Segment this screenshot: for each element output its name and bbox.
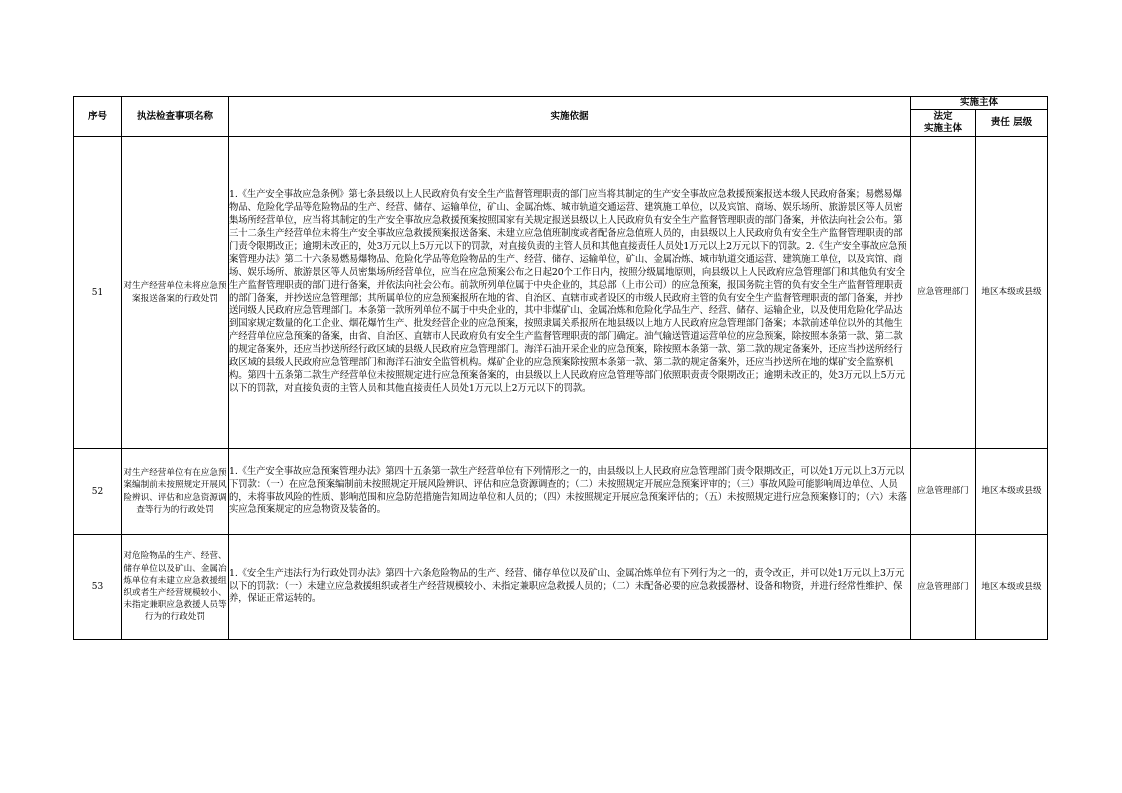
- row-item-name: 对生产经营单位有在应急预案编制前未按照规定开展风险辨识、评估和应急资源调查等行为的行政处罚: [122, 449, 229, 535]
- enforcement-table: [73, 96, 1048, 640]
- row-item-name: 对危险物品的生产、经营、储存单位以及矿山、金属冶炼单位有未建立应急救援组织或者生产经营规模较小、未指定兼职应急救援人员等行为的行政处罚: [122, 535, 229, 640]
- row-item-name: 对生产经营单位未将应急预案报送备案的行政处罚: [122, 137, 229, 449]
- header-subject: 实施主体: [911, 97, 1048, 110]
- table-row: [74, 535, 1048, 640]
- row-basis: 1.《生产安全事故应急条例》第七条县级以上人民政府负有安全生产监督管理职责的部门应当将其制定的生产安全事故应急救援预案报送本级人民政府备案；易燃易爆物品、危险化学品等危险物品的生产、经营、储存、运输单位，矿山、金属冶炼、城市轨道交通运营、建筑施工单位，以及宾馆、商场、娱乐场所、旅游景区等人员密集场所经营单位，应当将其制定的生产安全事故应急救援预案按照国家有关规定报送县级以上人民政府负有安全生产监督管理职责的部门备案，并依法向社会公布。第三十二条生产经营单位未将生产安全事故应急救援预案报送备案、未建立应急值班制度或者配备应急值班人员的，由县级以上人民政府负有安全生产监督管理职责的部门责令限期改正；逾期未改正的，处3万元以上5万元以下的罚款，对直接负责的主管人员和其他直接责任人员处1万元以上2万元以下的罚款。2.《生产安全事故应急预案管理办法》第二十六条易燃易爆物品、危险化学品等危险物品的生产、经营、储存、运输单位，矿山、金属冶炼、城市轨道交通运营、建筑施工单位，以及宾馆、商场、娱乐场所、旅游景区等人员密集场所经营单位，应当在应急预案公布之日起20个工作日内，按照分级属地原则，向县级以上人民政府应急管理部门和其他负有安全生产监督管理职责的部门进行备案，并依法向社会公布。前款所列单位属于中央企业的，其总部（上市公司）的应急预案，报国务院主管的负有安全生产监督管理职责的部门备案，并抄送应急管理部；其所属单位的应急预案报所在地的省、自治区、直辖市或者设区的市级人民政府主管的负有安全生产监督管理职责的部门备案，并抄送同级人民政府应急管理部门。本条第一款所列单位不属于中央企业的，其中非煤矿山、金属冶炼和危险化学品生产、经营、储存、运输企业，以及使用危险化学品达到国家规定数量的化工企业、烟花爆竹生产、批发经营企业的应急预案，按照隶属关系报所在地县级以上地方人民政府应急管理部门备案；本款前述单位以外的其他生产经营单位应急预案的备案，由省、自治区、直辖市人民政府负有安全生产监督管理职责的部门确定。油气输送管道运营单位的应急预案，除按照本条第一款、第二款的规定备案外，还应当抄送所经行政区域的县级人民政府应急管理部门。海洋石油开采企业的应急预案，除按照本条第一款、第二款的规定备案外，还应当抄送所经行政区域的县级人民政府应急管理部门和海洋石油安全监管机构。煤矿企业的应急预案除按照本条第一款、第二款的规定备案外，还应当抄送所在地的煤矿安全监察机构。第四十五条第二款生产经营单位未按照规定进行应急预案备案的，由县级以上人民政府应急管理等部门依照职责责令限期改正；逾期未改正的，处3万元以上5万元以下的罚款，对直接负责的主管人员和其他直接责任人员处1万元以上2万元以下的罚款。: [229, 137, 911, 449]
- row-level: 地区本级或县级: [976, 137, 1048, 449]
- table-row: [74, 137, 1048, 449]
- header-level: 责任 层级: [976, 110, 1048, 137]
- row-level: 地区本级或县级: [976, 449, 1048, 535]
- row-level: 地区本级或县级: [976, 535, 1048, 640]
- header-row: [74, 97, 1048, 110]
- row-seq: 51: [74, 137, 122, 449]
- row-subject: 应急管理部门: [911, 137, 976, 449]
- row-seq: 53: [74, 535, 122, 640]
- header-seq: 序号: [74, 97, 122, 137]
- header-item-name: 执法检查事项名称: [122, 97, 229, 137]
- header-legal-subject: 法定 实施主体: [911, 110, 976, 137]
- row-basis: 1.《安全生产违法行为行政处罚办法》第四十六条危险物品的生产、经营、储存单位以及矿山、金属冶炼单位有下列行为之一的，责令改正，并可以处1万元以上3万元以下的罚款：（一）未建立应急救援组织或者生产经营规模较小、未指定兼职应急救援人员的；（二）未配备必要的应急救援器材、设备和物资，并进行经常性维护、保养，保证正常运转的。: [229, 535, 911, 640]
- table-row: [74, 449, 1048, 535]
- header-basis: 实施依据: [229, 97, 911, 137]
- row-subject: 应急管理部门: [911, 449, 976, 535]
- row-seq: 52: [74, 449, 122, 535]
- row-basis: 1.《生产安全事故应急预案管理办法》第四十五条第一款生产经营单位有下列情形之一的，由县级以上人民政府应急管理部门责令限期改正，可以处1万元以上3万元以下罚款：（一）在应急预案编制前未按照规定开展风险辨识、评估和应急资源调查的；（二）未按照规定开展应急预案评审的；（三）事故风险可能影响周边单位、人员的，未将事故风险的性质、影响范围和应急防范措施告知周边单位和人员的；（四）未按照规定开展应急预案评估的；（五）未按照规定进行应急预案修订的；（六）未落实应急预案规定的应急物资及装备的。: [229, 449, 911, 535]
- row-subject: 应急管理部门: [911, 535, 976, 640]
